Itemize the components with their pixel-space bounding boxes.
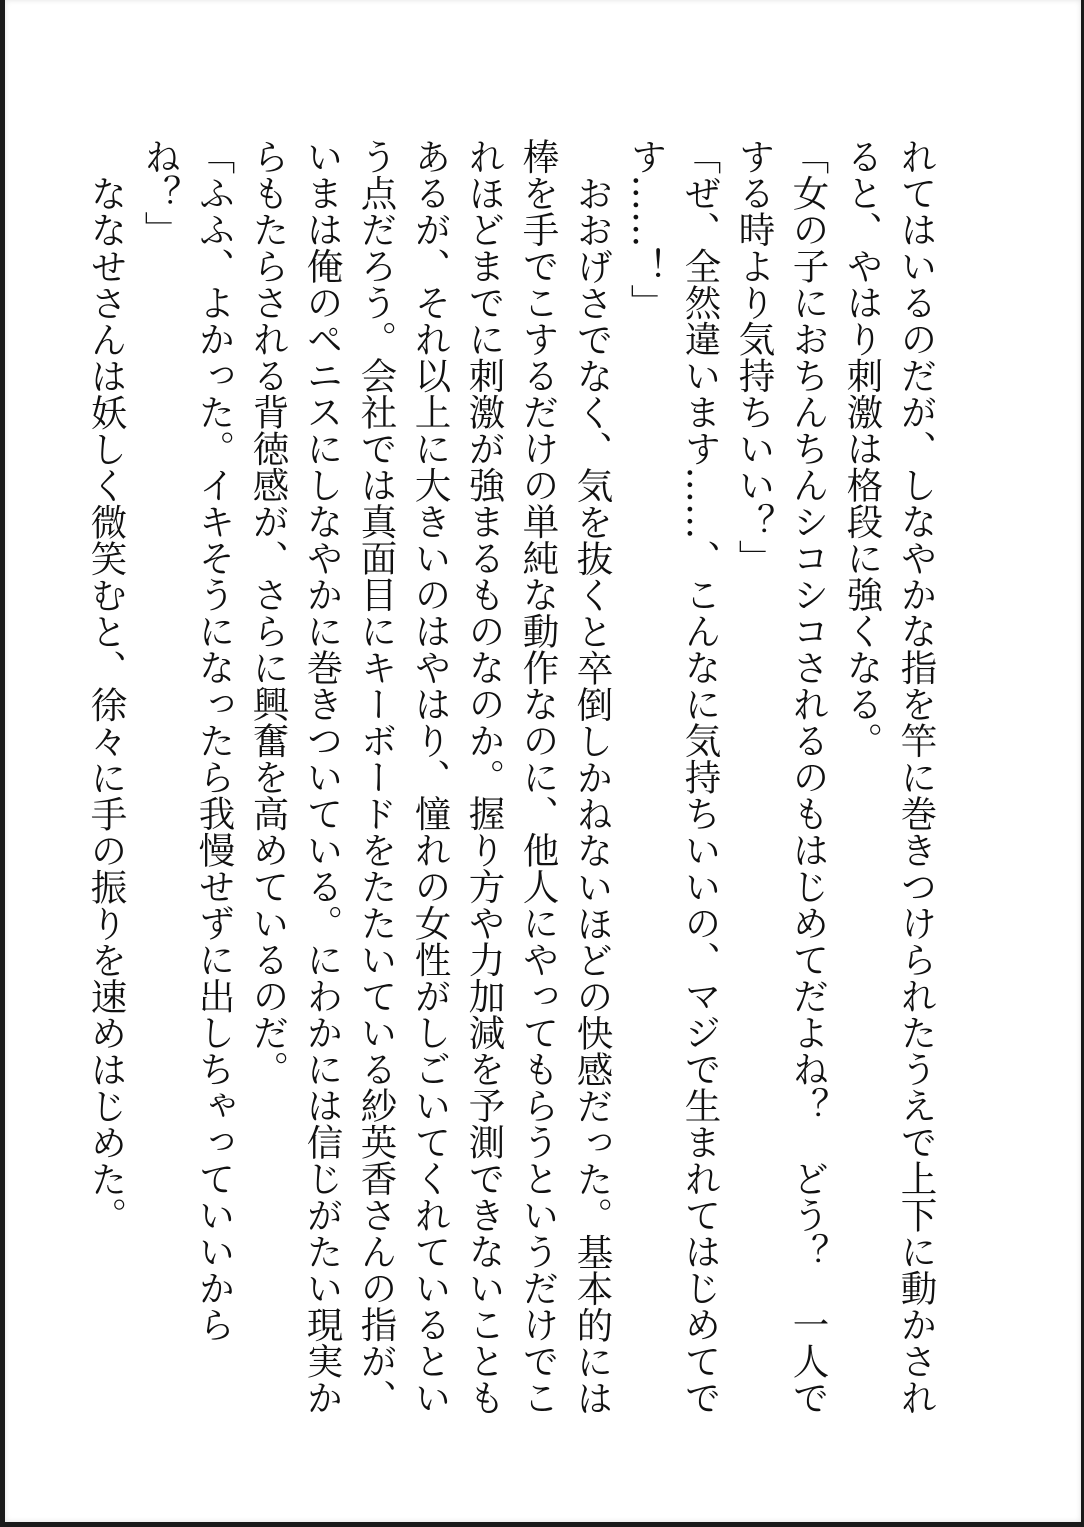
- paragraph-dialog: 「ぜ、全然違います……、こんなに気持ちいいの、マジで生まれてはじめてです……！」: [625, 138, 722, 1416]
- vertical-text-body: [79, 138, 943, 1418]
- paragraph-narration: おおげさでなく、気を抜くと卒倒しかねないほどの快感だった。基本的には棒を手でこするだけの単純な動作なのに、他人にやってもらうというだけでこれほどまでに刺激が強まるものなのか。握り方や力加減を予測できないこともあるが、それ以上に大きいのはやはり、憧れの女性がしごいてくれているという点だろう。会社では真面目にキーボードをたたいている紗英香さんの指が、いまは俺のペニスにしなやかに巻きついている。にわかには信じがたい現実からもたらされる背徳感が、さらに興奮を高めているのだ。: [247, 138, 614, 1416]
- book-page: [5, 0, 1081, 1522]
- paragraph-dialog: 「ふふ、よかった。イキそうになったら我慢せずに出しちゃっていいからね？」: [139, 138, 236, 1343]
- paragraph-narration-continued: れてはいるのだが、しなやかな指を竿に巻きつけられたうえで上下に動かされると、やはり刺激は格段に強くなる。: [841, 138, 938, 1416]
- paragraph-dialog: 「女の子におちんちんシコシコされるのもはじめてだよね？ どう？ 一人でする時より気持ちいい？」: [733, 138, 830, 1416]
- paragraph-narration: ななせさんは妖しく微笑むと、徐々に手の振りを速めはじめた。: [85, 174, 128, 1233]
